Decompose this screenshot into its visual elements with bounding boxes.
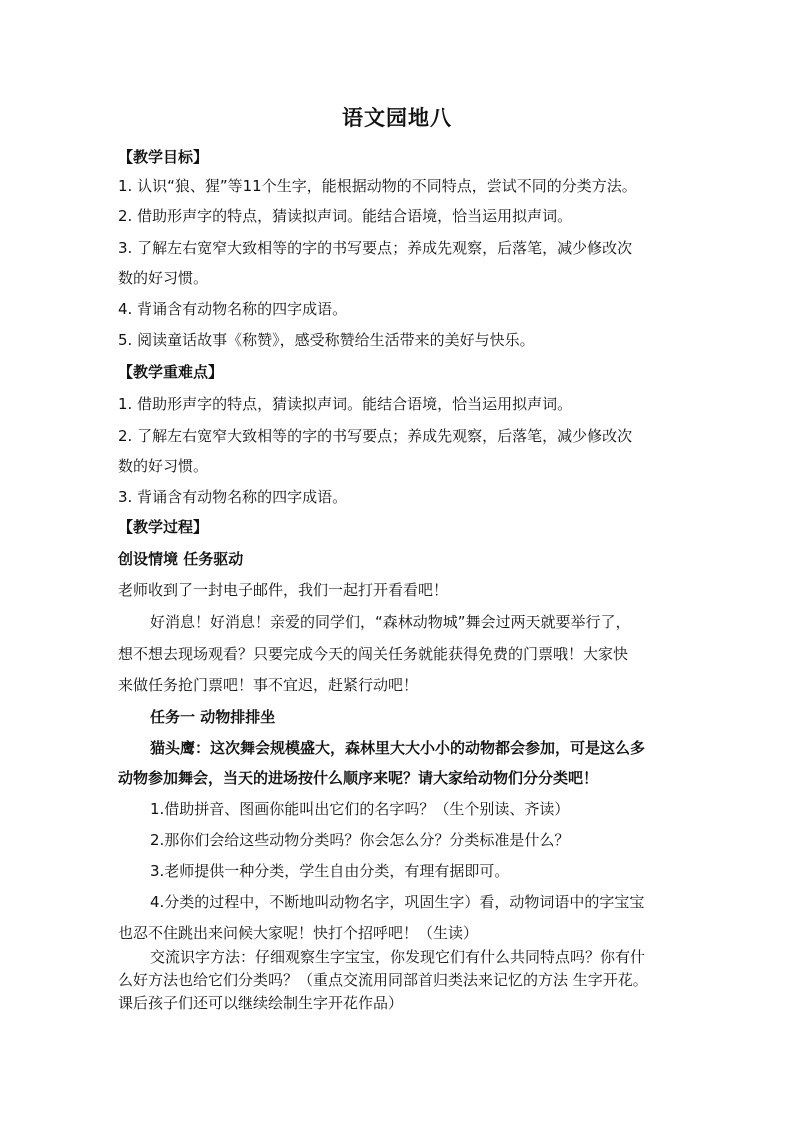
email-text: 来做任务抢门票吧！事不宜迟，赶紧行动吧！: [118, 676, 419, 694]
goal-item: 数的好习惯。: [118, 269, 209, 287]
step-item: 4.分类的过程中，不断地叫动物名字，巩固生字）看，动物词语中的字宝宝: [150, 893, 645, 911]
key-point-item: 2. 了解左右宽窄大致相等的字的书写要点；养成先观察，后落笔，减少修改次: [118, 427, 633, 445]
goal-item: 5. 阅读童话故事《称赞》，感受称赞给生活带来的美好与快乐。: [118, 331, 535, 349]
key-point-item: 3. 背诵含有动物名称的四字成语。: [118, 488, 348, 506]
step-item: 1.借助拼音、图画你能叫出它们的名字吗？（生个别读、齐读）: [150, 800, 570, 818]
step-item: 2.那你们会给这些动物分类吗？你会怎么分？分类标准是什么？: [150, 831, 570, 849]
key-point-item: 数的好习惯。: [118, 457, 209, 475]
goal-item: 4. 背诵含有动物名称的四字成语。: [118, 300, 348, 318]
key-point-item: 1. 借助形声字的特点，猜读拟声词。能结合语境，恰当运用拟声词。: [118, 395, 573, 413]
goals-heading: 【教学目标】: [118, 148, 209, 166]
key-points-heading: 【教学重难点】: [118, 363, 224, 381]
email-text: 想不想去现场观看？只要完成今天的闯关任务就能获得免费的门票哦！大家快: [118, 645, 629, 663]
goal-item: 3. 了解左右宽窄大致相等的字的书写要点；养成先观察，后落笔，减少修改次: [118, 239, 633, 257]
goal-item: 1. 认识“狼、猩”等11个生字，能根据动物的不同特点，尝试不同的分类方法。: [118, 177, 637, 195]
process-subheading: 创设情境 任务驱动: [118, 550, 244, 568]
exchange-text: 课后孩子们还可以继续绘制生字开花作品）: [118, 994, 404, 1012]
step-item: 3.老师提供一种分类，学生自由分类，有理有据即可。: [150, 862, 510, 880]
page-title: 语文园地八: [342, 106, 452, 130]
task-heading: 任务一 动物排排坐: [150, 708, 276, 726]
process-heading: 【教学过程】: [118, 518, 209, 536]
goal-item: 2. 借助形声字的特点，猜读拟声词。能结合语境，恰当运用拟声词。: [118, 207, 573, 225]
exchange-text: 交流识字方法：仔细观察生字宝宝，你发现它们有什么共同特点吗？你有什: [150, 948, 646, 966]
intro-text: 老师收到了一封电子邮件，我们一起打开看看吧！: [118, 581, 449, 599]
exchange-text: 么好方法也给它们分类吗？（重点交流用同部首归类法来记忆的方法 生字开花。: [118, 971, 648, 989]
email-text: 好消息！好消息！亲爱的同学们，“森林动物城”舞会过两天就要举行了，: [150, 613, 631, 631]
owl-text: 猫头鹰：这次舞会规模盛大，森林里大大小小的动物都会参加，可是这么多: [150, 739, 646, 757]
owl-text: 动物参加舞会，当天的进场按什么顺序来呢？请大家给动物们分分类吧！: [118, 769, 599, 787]
step-item: 也忍不住跳出来问候大家呢！快打个招呼吧！（生读）: [118, 924, 479, 942]
